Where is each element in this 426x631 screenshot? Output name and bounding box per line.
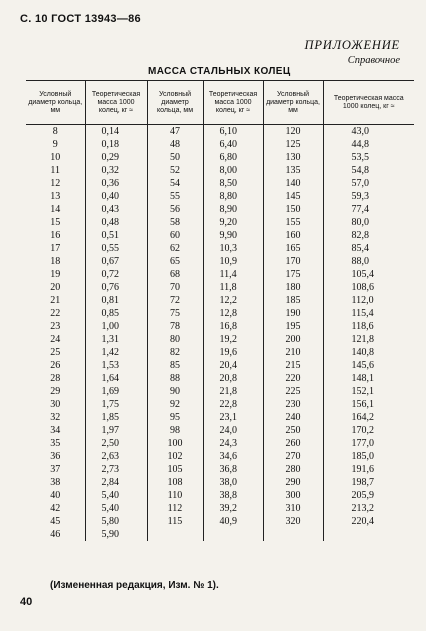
- mass-cell: 0,85: [85, 307, 147, 320]
- diameter-cell: 210: [263, 346, 323, 359]
- mass-cell: 156,1: [323, 398, 414, 411]
- mass-cell: 8,50: [203, 177, 263, 190]
- mass-cell: 177,0: [323, 437, 414, 450]
- table-row: [26, 307, 414, 320]
- mass-cell: 2,63: [85, 450, 147, 463]
- diameter-cell: 20: [50, 282, 61, 293]
- mass-cell: 2,50: [85, 437, 147, 450]
- appendix-title: ПРИЛОЖЕНИЕ: [304, 38, 400, 52]
- diameter-cell: 35: [50, 438, 61, 449]
- mass-cell: 118,6: [323, 320, 414, 333]
- mass-cell: 19,2: [203, 333, 263, 346]
- diameter-cell: 105: [147, 463, 203, 476]
- diameter-cell: 29: [50, 386, 61, 397]
- diameter-cell: 240: [263, 411, 323, 424]
- table-row: [26, 359, 414, 372]
- mass-cell: 10,3: [203, 242, 263, 255]
- mass-cell: 1,31: [85, 333, 147, 346]
- diameter-cell: 110: [147, 489, 203, 502]
- diameter-cell: 80: [147, 333, 203, 346]
- mass-cell: 40,9: [203, 515, 263, 528]
- mass-cell: 1,85: [85, 411, 147, 424]
- mass-cell: 11,4: [203, 268, 263, 281]
- diameter-cell: 65: [147, 255, 203, 268]
- document-code: С. 10 ГОСТ 13943—86: [20, 13, 141, 25]
- mass-cell: 82,8: [323, 229, 414, 242]
- diameter-cell: 16: [50, 230, 61, 241]
- mass-cell: 145,6: [323, 359, 414, 372]
- mass-cell: 12,8: [203, 307, 263, 320]
- mass-cell: 0,51: [85, 229, 147, 242]
- diameter-cell: 13: [50, 191, 61, 202]
- mass-cell: 112,0: [323, 294, 414, 307]
- mass-cell: 1,64: [85, 372, 147, 385]
- diameter-cell: 145: [263, 190, 323, 203]
- diameter-cell: 200: [263, 333, 323, 346]
- diameter-cell: 88: [147, 372, 203, 385]
- table-row: [26, 450, 414, 463]
- diameter-cell: 21: [50, 295, 61, 306]
- diameter-cell: 10: [50, 152, 61, 163]
- diameter-cell: 250: [263, 424, 323, 437]
- table-row: [26, 216, 414, 229]
- table-row: [26, 268, 414, 281]
- mass-cell: 8,00: [203, 164, 263, 177]
- table-row: [26, 164, 414, 177]
- table-row: [26, 476, 414, 489]
- diameter-cell: 220: [263, 372, 323, 385]
- table-row: [26, 385, 414, 398]
- diameter-cell: 34: [50, 425, 61, 436]
- table-row: [26, 229, 414, 242]
- diameter-cell: 90: [147, 385, 203, 398]
- diameter-cell: 58: [147, 216, 203, 229]
- diameter-cell: 102: [147, 450, 203, 463]
- mass-cell: 0,43: [85, 203, 147, 216]
- table-row: [26, 138, 414, 151]
- diameter-cell: 32: [50, 412, 61, 423]
- mass-cell: 38,0: [203, 476, 263, 489]
- diameter-cell: 180: [263, 281, 323, 294]
- mass-cell: 108,6: [323, 281, 414, 294]
- mass-cell: 9,90: [203, 229, 263, 242]
- diameter-cell: 98: [147, 424, 203, 437]
- table-row: [26, 294, 414, 307]
- table-row: [26, 203, 414, 216]
- mass-cell: 16,8: [203, 320, 263, 333]
- mass-cell: 6,10: [203, 125, 263, 139]
- mass-cell: 22,8: [203, 398, 263, 411]
- table-row: [26, 515, 414, 528]
- diameter-cell: 12: [50, 178, 61, 189]
- table-row: [26, 489, 414, 502]
- table-row: [26, 424, 414, 437]
- diameter-cell: 42: [50, 503, 61, 514]
- diameter-cell: 290: [263, 476, 323, 489]
- mass-cell: 23,1: [203, 411, 263, 424]
- diameter-cell: 112: [147, 502, 203, 515]
- table-body: [26, 125, 414, 542]
- mass-cell: 115,4: [323, 307, 414, 320]
- diameter-cell: 15: [50, 217, 61, 228]
- diameter-cell: 85: [147, 359, 203, 372]
- mass-cell: 24,3: [203, 437, 263, 450]
- diameter-cell: 95: [147, 411, 203, 424]
- diameter-cell: 25: [50, 347, 61, 358]
- diameter-cell: 135: [263, 164, 323, 177]
- diameter-cell: 310: [263, 502, 323, 515]
- mass-cell: 5,40: [85, 502, 147, 515]
- mass-cell: 8,80: [203, 190, 263, 203]
- mass-cell: 5,90: [85, 528, 147, 541]
- mass-cell: 12,2: [203, 294, 263, 307]
- diameter-cell: 78: [147, 320, 203, 333]
- table-row: [26, 320, 414, 333]
- mass-cell: 0,14: [85, 125, 147, 139]
- column-header: Условный диаметр кольца, мм: [263, 81, 323, 125]
- diameter-cell: 115: [147, 515, 203, 528]
- mass-cell: 1,75: [85, 398, 147, 411]
- mass-cell: 105,4: [323, 268, 414, 281]
- table-row: [26, 333, 414, 346]
- amendment-note: (Измененная редакция, Изм. № 1).: [50, 580, 219, 591]
- page-number: 40: [20, 596, 33, 608]
- diameter-cell: 72: [147, 294, 203, 307]
- mass-cell: 1,00: [85, 320, 147, 333]
- mass-cell: 0,81: [85, 294, 147, 307]
- mass-cell: 2,84: [85, 476, 147, 489]
- mass-cell: 44,8: [323, 138, 414, 151]
- table-row: [26, 463, 414, 476]
- mass-cell: 0,40: [85, 190, 147, 203]
- mass-cell: 1,42: [85, 346, 147, 359]
- table-row: [26, 242, 414, 255]
- table-row: [26, 346, 414, 359]
- mass-cell: 20,8: [203, 372, 263, 385]
- diameter-cell: 11: [50, 165, 61, 176]
- mass-cell: 191,6: [323, 463, 414, 476]
- diameter-cell: 28: [50, 373, 61, 384]
- table-row: [26, 177, 414, 190]
- diameter-cell: 30: [50, 399, 61, 410]
- diameter-cell: 55: [147, 190, 203, 203]
- mass-cell: 85,4: [323, 242, 414, 255]
- table-row: [26, 398, 414, 411]
- mass-cell: 43,0: [323, 125, 414, 139]
- mass-cell: [203, 528, 263, 541]
- mass-cell: 185,0: [323, 450, 414, 463]
- mass-cell: 164,2: [323, 411, 414, 424]
- mass-cell: 57,0: [323, 177, 414, 190]
- diameter-cell: 320: [263, 515, 323, 528]
- mass-cell: 77,4: [323, 203, 414, 216]
- mass-cell: 1,53: [85, 359, 147, 372]
- mass-cell: 39,2: [203, 502, 263, 515]
- mass-cell: 0,67: [85, 255, 147, 268]
- diameter-cell: 54: [147, 177, 203, 190]
- diameter-cell: 26: [50, 360, 61, 371]
- mass-cell: 9,20: [203, 216, 263, 229]
- diameter-cell: 8: [52, 126, 58, 137]
- diameter-cell: 155: [263, 216, 323, 229]
- mass-cell: 11,8: [203, 281, 263, 294]
- diameter-cell: 23: [50, 321, 61, 332]
- diameter-cell: 14: [50, 204, 61, 215]
- table-row: [26, 528, 414, 541]
- mass-cell: 1,69: [85, 385, 147, 398]
- mass-cell: 152,1: [323, 385, 414, 398]
- mass-cell: 59,3: [323, 190, 414, 203]
- mass-cell: 2,73: [85, 463, 147, 476]
- diameter-cell: 165: [263, 242, 323, 255]
- diameter-cell: 18: [50, 256, 61, 267]
- diameter-cell: 300: [263, 489, 323, 502]
- ring-mass-table: [26, 80, 414, 541]
- diameter-cell: 62: [147, 242, 203, 255]
- diameter-cell: 185: [263, 294, 323, 307]
- diameter-cell: 60: [147, 229, 203, 242]
- diameter-cell: 280: [263, 463, 323, 476]
- mass-cell: 0,29: [85, 151, 147, 164]
- diameter-cell: 46: [50, 529, 61, 540]
- diameter-cell: 52: [147, 164, 203, 177]
- table-row: [26, 255, 414, 268]
- diameter-cell: [147, 528, 203, 541]
- mass-cell: 5,80: [85, 515, 147, 528]
- diameter-cell: 17: [50, 243, 61, 254]
- mass-cell: 20,4: [203, 359, 263, 372]
- diameter-cell: [263, 528, 323, 541]
- mass-cell: 205,9: [323, 489, 414, 502]
- diameter-cell: 225: [263, 385, 323, 398]
- diameter-cell: 130: [263, 151, 323, 164]
- column-header: Условный диаметр кольца, мм: [26, 81, 85, 125]
- diameter-cell: 100: [147, 437, 203, 450]
- column-header: Условный диаметр кольца, мм: [147, 81, 203, 125]
- mass-cell: [323, 528, 414, 541]
- mass-cell: 10,9: [203, 255, 263, 268]
- column-header: Теоретическая масса 1000 колец, кг ≈: [85, 81, 147, 125]
- diameter-cell: 125: [263, 138, 323, 151]
- table-row: [26, 502, 414, 515]
- diameter-cell: 68: [147, 268, 203, 281]
- table-title: МАССА СТАЛЬНЫХ КОЛЕЦ: [148, 66, 291, 77]
- mass-cell: 36,8: [203, 463, 263, 476]
- mass-cell: 0,76: [85, 281, 147, 294]
- mass-cell: 1,97: [85, 424, 147, 437]
- mass-cell: 0,32: [85, 164, 147, 177]
- diameter-cell: 150: [263, 203, 323, 216]
- mass-cell: 148,1: [323, 372, 414, 385]
- diameter-cell: 270: [263, 450, 323, 463]
- table-row: [26, 372, 414, 385]
- mass-cell: 0,36: [85, 177, 147, 190]
- mass-cell: 80,0: [323, 216, 414, 229]
- diameter-cell: 140: [263, 177, 323, 190]
- table-row: [26, 437, 414, 450]
- diameter-cell: 56: [147, 203, 203, 216]
- diameter-cell: 120: [263, 125, 323, 139]
- mass-cell: 220,4: [323, 515, 414, 528]
- mass-cell: 34,6: [203, 450, 263, 463]
- mass-cell: 0,55: [85, 242, 147, 255]
- mass-cell: 54,8: [323, 164, 414, 177]
- mass-cell: 6,80: [203, 151, 263, 164]
- mass-cell: 170,2: [323, 424, 414, 437]
- table-row: [26, 125, 414, 139]
- diameter-cell: 48: [147, 138, 203, 151]
- mass-cell: 24,0: [203, 424, 263, 437]
- diameter-cell: 75: [147, 307, 203, 320]
- mass-cell: 0,72: [85, 268, 147, 281]
- column-header: Теоретическая масса 1000 колец, кг ≈: [323, 81, 414, 125]
- mass-cell: 5,40: [85, 489, 147, 502]
- mass-cell: 8,90: [203, 203, 263, 216]
- diameter-cell: 175: [263, 268, 323, 281]
- diameter-cell: 37: [50, 464, 61, 475]
- table-header-row: [26, 81, 414, 125]
- mass-cell: 19,6: [203, 346, 263, 359]
- diameter-cell: 40: [50, 490, 61, 501]
- diameter-cell: 47: [147, 125, 203, 139]
- diameter-cell: 70: [147, 281, 203, 294]
- diameter-cell: 170: [263, 255, 323, 268]
- diameter-cell: 260: [263, 437, 323, 450]
- diameter-cell: 82: [147, 346, 203, 359]
- table-row: [26, 190, 414, 203]
- mass-cell: 213,2: [323, 502, 414, 515]
- mass-cell: 88,0: [323, 255, 414, 268]
- diameter-cell: 22: [50, 308, 61, 319]
- diameter-cell: 92: [147, 398, 203, 411]
- diameter-cell: 215: [263, 359, 323, 372]
- mass-cell: 0,18: [85, 138, 147, 151]
- diameter-cell: 24: [50, 334, 61, 345]
- column-header: Теоретическая масса 1000 колец, кг ≈: [203, 81, 263, 125]
- diameter-cell: 108: [147, 476, 203, 489]
- diameter-cell: 19: [50, 269, 61, 280]
- mass-cell: 21,8: [203, 385, 263, 398]
- diameter-cell: 160: [263, 229, 323, 242]
- diameter-cell: 45: [50, 516, 61, 527]
- diameter-cell: 190: [263, 307, 323, 320]
- table-row: [26, 151, 414, 164]
- mass-cell: 198,7: [323, 476, 414, 489]
- mass-cell: 140,8: [323, 346, 414, 359]
- diameter-cell: 230: [263, 398, 323, 411]
- mass-cell: 53,5: [323, 151, 414, 164]
- diameter-cell: 38: [50, 477, 61, 488]
- diameter-cell: 195: [263, 320, 323, 333]
- diameter-cell: 50: [147, 151, 203, 164]
- diameter-cell: 36: [50, 451, 61, 462]
- table-row: [26, 281, 414, 294]
- mass-cell: 121,8: [323, 333, 414, 346]
- mass-cell: 0,48: [85, 216, 147, 229]
- mass-cell: 6,40: [203, 138, 263, 151]
- appendix-status: Справочное: [347, 55, 400, 66]
- table-row: [26, 411, 414, 424]
- diameter-cell: 9: [52, 139, 58, 150]
- mass-cell: 38,8: [203, 489, 263, 502]
